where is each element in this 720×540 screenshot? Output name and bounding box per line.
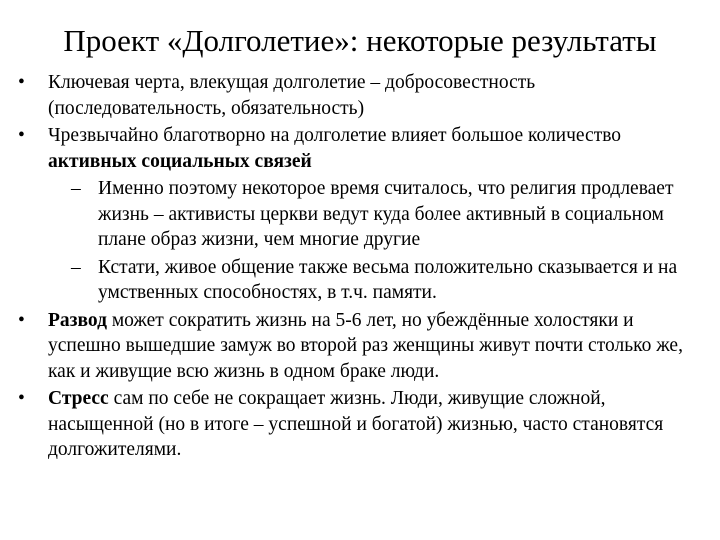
bullet-text-segment: Именно поэтому некоторое время считалось, что религия продлевает жизнь – активисты церкви ведут куда более активный в социальном плане образ жизни, чем многие другие: [98, 178, 674, 250]
bullet-item: [14, 123, 704, 174]
bullet-text-segment: Кстати, живое общение также весьма положительно сказывается и на умственных способностях, в т.ч. памяти.: [98, 256, 678, 303]
bullet-marker: •: [18, 309, 25, 331]
bullet-text-segment: Ключевая черта, влекущая долголетие – добросовестность (последовательность, обязательность): [48, 72, 536, 119]
bullet-text: [48, 310, 683, 382]
bullet-text-bold: Развод: [48, 309, 107, 331]
sub-bullet-item: [14, 255, 704, 306]
bullet-text-segment: Чрезвычайно благотворно на долголетие влияет большое количество: [48, 125, 622, 146]
bullet-text: [98, 257, 677, 304]
bullet-text: [48, 72, 535, 119]
bullet-item: [14, 308, 704, 385]
bullet-marker: •: [18, 388, 25, 409]
slide-title: Проект «Долголетие»: некоторые результаты: [63, 23, 657, 58]
bullet-text-bold: активных социальных связей: [48, 150, 312, 172]
bullet-text: [48, 125, 621, 172]
sub-bullet-item: [14, 176, 704, 253]
bullet-text-bold: Стресс: [48, 388, 109, 409]
bullet-text: [48, 388, 663, 460]
dash-marker: –: [71, 178, 81, 199]
bullet-item: [14, 386, 704, 463]
bullet-marker: •: [18, 125, 25, 146]
bullet-text: [98, 178, 674, 250]
bullet-text-segment: может сократить жизнь на 5-6 лет, но убеждённые холостяки и успешно вышедшие замуж во второй раз женщины живут почти столько же, как и живущие всю жизнь в одном браке люди.: [48, 309, 683, 382]
bullet-item: [14, 70, 704, 121]
bullet-marker: •: [18, 72, 25, 93]
bullet-text-segment: сам по себе не сокращает жизнь. Люди, живущие сложной, насыщенной (но в итоге – успешной и богатой) жизнью, часто становятся долгожителями.: [48, 388, 664, 460]
bullet-list: [14, 70, 704, 465]
dash-marker: –: [71, 256, 81, 278]
